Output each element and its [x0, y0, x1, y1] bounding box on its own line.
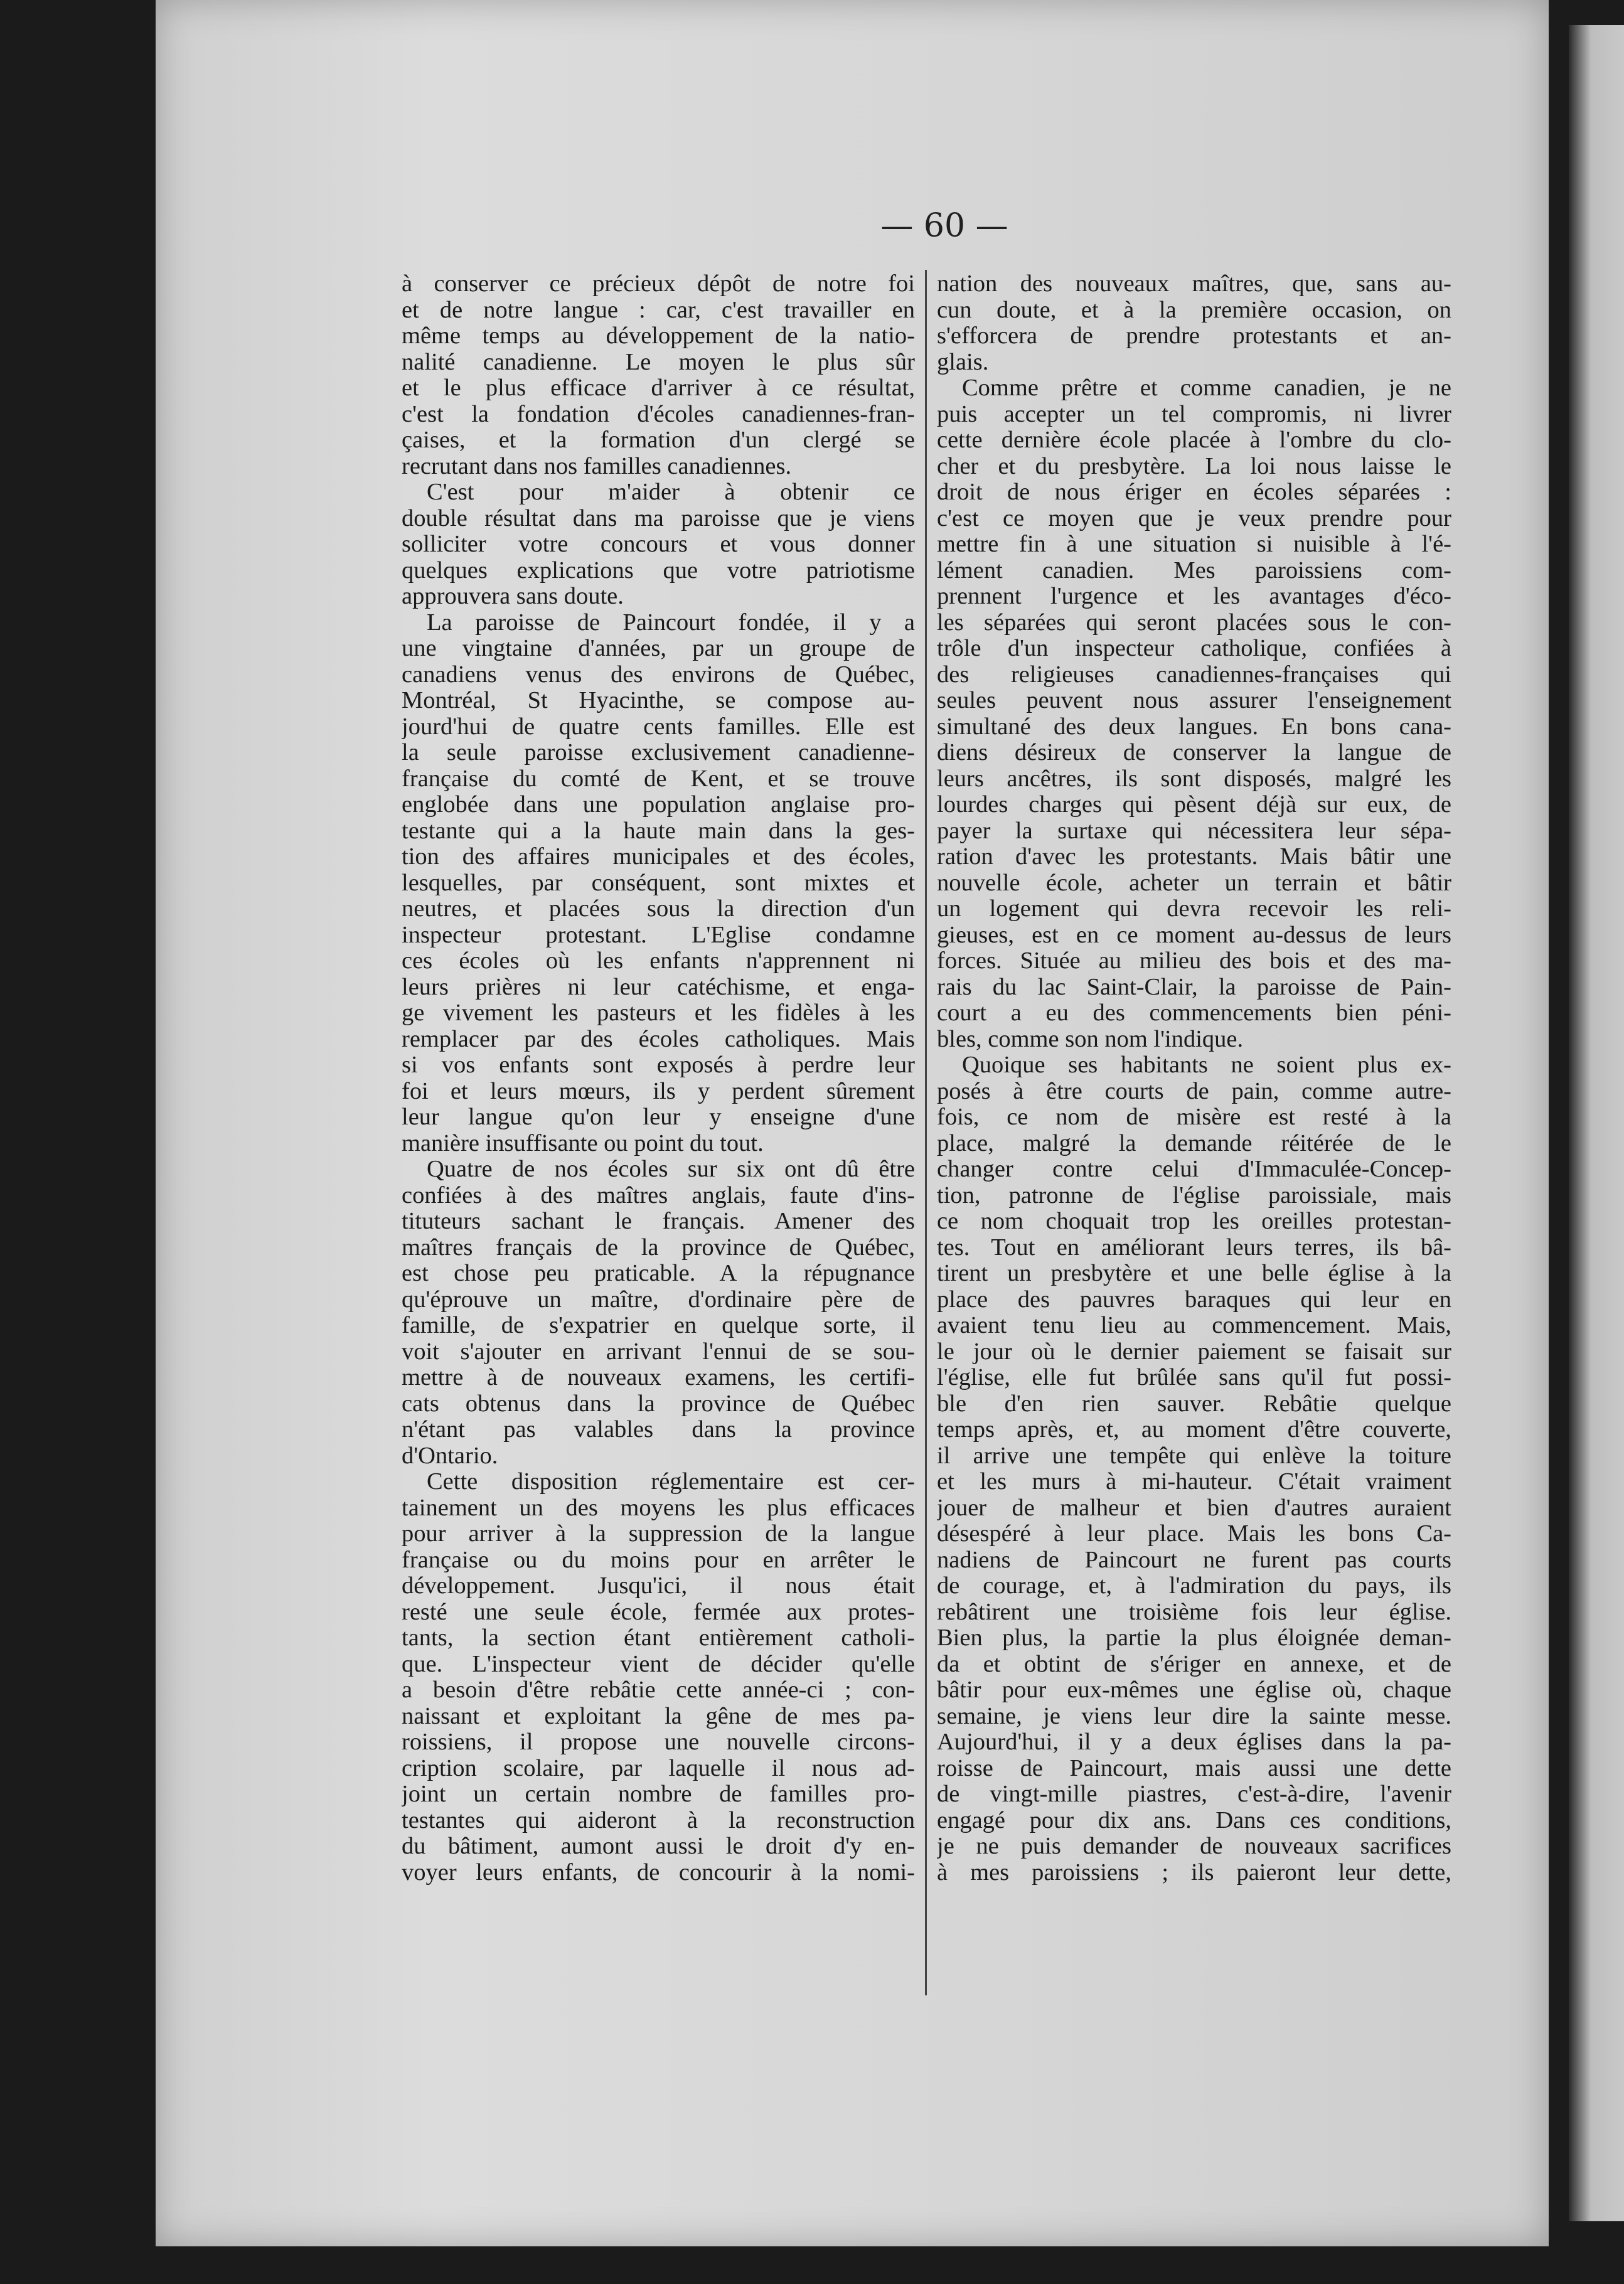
text-line: nadiens de Paincourt ne furent pas courts: [937, 1547, 1451, 1573]
text-line: voit s'ajouter en arrivant l'ennui de se sou-: [402, 1338, 915, 1365]
text-line: maîtres français de la province de Québec,: [402, 1234, 915, 1261]
text-line: bles, comme son nom l'indique.: [937, 1025, 1244, 1052]
text-line: nalité canadienne. Le moyen le plus sûr: [402, 349, 915, 375]
text-line: foi et leurs mœurs, ils y perdent sûrement: [402, 1078, 915, 1104]
text-line: cher et du presbytère. La loi nous laisse le: [937, 453, 1451, 479]
text-line: fois, ce nom de misère est resté à la: [937, 1104, 1451, 1130]
text-line: changer contre celui d'Immaculée-Concep-: [937, 1156, 1451, 1182]
text-line: leur langue qu'on leur y enseigne d'une: [402, 1104, 915, 1130]
text-line: ce nom choquait trop les oreilles protestan-: [937, 1209, 1451, 1234]
text-line: famille, de s'expatrier en quelque sorte, il: [402, 1313, 915, 1338]
text-line: manière insuffisante ou point du tout.: [402, 1129, 764, 1156]
text-line: un logement qui devra recevoir les reli-: [937, 896, 1451, 922]
text-line: posés à être courts de pain, comme autre-: [937, 1078, 1451, 1104]
text-line: naissant et exploitant la gêne de mes pa-: [402, 1703, 915, 1729]
text-line: et de notre langue : car, c'est travailler en: [402, 297, 915, 323]
text-line: à mes paroissiens ; ils paieront leur dette,: [937, 1859, 1451, 1886]
text-line: et les murs à mi-hauteur. C'était vraiment: [937, 1469, 1451, 1495]
text-line: lourdes charges qui pèsent déjà sur eux, de: [937, 792, 1451, 818]
text-line: testante qui a la haute main dans la ges-: [402, 818, 915, 844]
text-line: confiées à des maîtres anglais, faute d'ins-: [402, 1182, 915, 1209]
text-line: les séparées qui seront placées sous le con-: [937, 609, 1451, 636]
text-line: ration d'avec les protestants. Mais bâtir une: [937, 844, 1451, 870]
text-line: Quatre de nos écoles sur six ont dû être: [427, 1156, 915, 1182]
text-line: glais.: [937, 348, 989, 375]
text-line: développement. Jusqu'ici, il nous était: [402, 1573, 915, 1599]
text-line: çaises, et la formation d'un clergé se: [402, 427, 915, 453]
text-line: leurs ancêtres, ils sont disposés, malgré les: [937, 766, 1451, 792]
text-line: testantes qui aideront à la reconstruction: [402, 1807, 915, 1833]
right-column: [937, 271, 1451, 1886]
text-line: court a eu des commencements bien péni-: [937, 1000, 1451, 1026]
text-line: da et obtint de s'ériger en annexe, et de: [937, 1651, 1451, 1677]
text-line: tants, la section étant entièrement catholi-: [402, 1625, 915, 1651]
text-line: des religieuses canadiennes-françaises qui: [937, 661, 1451, 688]
text-line: inspecteur protestant. L'Eglise condamne: [402, 922, 915, 948]
text-line: que. L'inspecteur vient de décider qu'elle: [402, 1651, 915, 1677]
text-line: leurs prières ni leur catéchisme, et enga-: [402, 974, 915, 1000]
text-line: nouvelle école, acheter un terrain et bâtir: [937, 870, 1451, 896]
text-line: place, malgré la demande réitérée de le: [937, 1130, 1451, 1156]
text-line: prennent l'urgence et les avantages d'éco-: [937, 584, 1451, 609]
text-line: bâtir pour eux-mêmes une église où, chaque: [937, 1677, 1451, 1703]
text-line: c'est la fondation d'écoles canadiennes-fran-: [402, 401, 915, 427]
text-line: rebâtirent une troisième fois leur église.: [937, 1599, 1451, 1625]
text-line: solliciter votre concours et vous donner: [402, 531, 915, 557]
text-line: engagé pour dix ans. Dans ces conditions,: [937, 1807, 1451, 1833]
text-line: remplacer par des écoles catholiques. Mais: [402, 1026, 915, 1052]
text-line: C'est pour m'aider à obtenir ce: [427, 479, 915, 505]
text-line: je ne puis demander de nouveaux sacrifices: [937, 1833, 1451, 1859]
text-line: lesquelles, par conséquent, sont mixtes et: [402, 870, 915, 896]
text-line: double résultat dans ma paroisse que je viens: [402, 505, 915, 531]
text-line: de courage, et, à l'admiration du pays, ils: [937, 1573, 1451, 1599]
text-line: française du comté de Kent, et se trouve: [402, 766, 915, 792]
text-line: trôle d'un inspecteur catholique, confiées à: [937, 636, 1451, 661]
text-line: c'est ce moyen que je veux prendre pour: [937, 505, 1451, 531]
text-line: tituteurs sachant le français. Amener des: [402, 1209, 915, 1234]
text-line: le jour où le dernier paiement se faisait sur: [937, 1338, 1451, 1365]
text-line: cun doute, et à la première occasion, on: [937, 297, 1451, 323]
text-line: à conserver ce précieux dépôt de notre foi: [402, 271, 915, 297]
text-line: Bien plus, la partie la plus éloignée deman-: [937, 1625, 1451, 1651]
text-line: roissiens, il propose une nouvelle circons-: [402, 1729, 915, 1755]
text-line: qu'éprouve un maître, d'ordinaire père de: [402, 1286, 915, 1313]
text-line: même temps au développement de la natio-: [402, 323, 915, 349]
text-line: simultané des deux langues. En bons cana-: [937, 713, 1451, 740]
text-line: désespéré à leur place. Mais les bons Ca-: [937, 1521, 1451, 1547]
text-line: cette dernière école placée à l'ombre du clo-: [937, 427, 1451, 453]
text-line: puis accepter un tel compromis, ni livrer: [937, 401, 1451, 427]
text-line: et le plus efficace d'arriver à ce résultat,: [402, 375, 915, 401]
text-line: est chose peu praticable. A la répugnance: [402, 1261, 915, 1286]
text-line: une vingtaine d'années, par un groupe de: [402, 636, 915, 661]
text-line: si vos enfants sont exposés à perdre leur: [402, 1052, 915, 1078]
text-line: tion des affaires municipales et des écoles,: [402, 844, 915, 870]
text-line: avaient tenu lieu au commencement. Mais,: [937, 1313, 1451, 1338]
text-line: Montréal, St Hyacinthe, se compose au-: [402, 688, 915, 713]
text-line: jouer de malheur et bien d'autres auraient: [937, 1495, 1451, 1521]
text-line: de vingt-mille piastres, c'est-à-dire, l'avenir: [937, 1781, 1451, 1807]
text-line: française ou du moins pour en arrêter le: [402, 1547, 915, 1573]
text-line: neutres, et placées sous la direction d'un: [402, 896, 915, 922]
text-line: il arrive une tempête qui enlève la toiture: [937, 1443, 1451, 1469]
text-line: tainement un des moyens les plus efficaces: [402, 1495, 915, 1521]
text-line: Cette disposition réglementaire est cer-: [427, 1469, 915, 1495]
text-line: englobée dans une population anglaise pro-: [402, 792, 915, 818]
text-line: jourd'hui de quatre cents familles. Elle est: [402, 713, 915, 740]
text-line: Quoique ses habitants ne soient plus ex-: [962, 1052, 1451, 1078]
text-line: cats obtenus dans la province de Québec: [402, 1390, 915, 1417]
text-line: d'Ontario.: [402, 1442, 498, 1469]
text-line: diens désireux de conserver la langue de: [937, 740, 1451, 766]
text-line: tirent un presbytère et une belle église à la: [937, 1261, 1451, 1286]
text-line: mettre à de nouveaux examens, les certifi-: [402, 1365, 915, 1390]
text-line: payer la surtaxe qui nécessitera leur sépa-: [937, 818, 1451, 844]
page-number: — 60 —: [880, 207, 1008, 245]
text-line: ble d'en rien sauver. Rebâtie quelque: [937, 1390, 1451, 1417]
text-line: mettre fin à une situation si nuisible à l'é-: [937, 531, 1451, 557]
text-line: gieuses, est en ce moment au-dessus de leurs: [937, 922, 1451, 948]
text-line: Aujourd'hui, il y a deux églises dans la pa-: [937, 1729, 1451, 1755]
text-line: rais du lac Saint-Clair, la paroisse de Pain-: [937, 974, 1451, 1000]
text-line: ge vivement les pasteurs et les fidèles à les: [402, 1000, 915, 1026]
column-divider: [925, 270, 927, 1995]
text-line: cription scolaire, par laquelle il nous ad-: [402, 1755, 915, 1781]
text-line: n'étant pas valables dans la province: [402, 1417, 915, 1443]
text-line: s'efforcera de prendre protestants et an-: [937, 323, 1451, 349]
text-line: recrutant dans nos familles canadiennes.: [402, 452, 792, 479]
text-line: la seule paroisse exclusivement canadienne-: [402, 740, 915, 766]
text-line: temps après, et, au moment d'être couverte,: [937, 1417, 1451, 1443]
text-line: tes. Tout en améliorant leurs terres, ils bâ-: [937, 1234, 1451, 1261]
text-line: semaine, je viens leur dire la sainte messe.: [937, 1703, 1451, 1729]
text-line: approuvera sans doute.: [402, 583, 624, 609]
text-line: roisse de Paincourt, mais aussi une dette: [937, 1755, 1451, 1781]
text-line: La paroisse de Paincourt fondée, il y a: [427, 609, 915, 636]
text-line: du bâtiment, aumont aussi le droit d'y en-: [402, 1833, 915, 1859]
text-line: quelques explications que votre patriotisme: [402, 557, 915, 584]
left-column: [402, 271, 915, 1886]
text-line: a besoin d'être rebâtie cette année-ci ; con-: [402, 1677, 915, 1703]
text-line: nation des nouveaux maîtres, que, sans au-: [937, 271, 1451, 297]
text-line: resté une seule école, fermée aux protes-: [402, 1599, 915, 1625]
text-line: droit de nous ériger en écoles séparées :: [937, 479, 1451, 505]
text-line: tion, patronne de l'église paroissiale, mais: [937, 1182, 1451, 1209]
text-line: forces. Située au milieu des bois et des ma-: [937, 948, 1451, 974]
text-line: lément canadien. Mes paroissiens com-: [937, 557, 1451, 584]
text-line: l'église, elle fut brûlée sans qu'il fut possi-: [937, 1365, 1451, 1390]
next-page-edge: [1569, 25, 1624, 2221]
text-line: place des pauvres baraques qui leur en: [937, 1286, 1451, 1313]
text-line: canadiens venus des environs de Québec,: [402, 661, 915, 688]
text-line: Comme prêtre et comme canadien, je ne: [962, 375, 1451, 401]
text-line: joint un certain nombre de familles pro-: [402, 1781, 915, 1807]
text-line: pour arriver à la suppression de la langue: [402, 1521, 915, 1547]
text-line: ces écoles où les enfants n'apprennent ni: [402, 948, 915, 974]
text-line: voyer leurs enfants, de concourir à la nomi-: [402, 1859, 915, 1886]
text-line: seules peuvent nous assurer l'enseignement: [937, 688, 1451, 713]
